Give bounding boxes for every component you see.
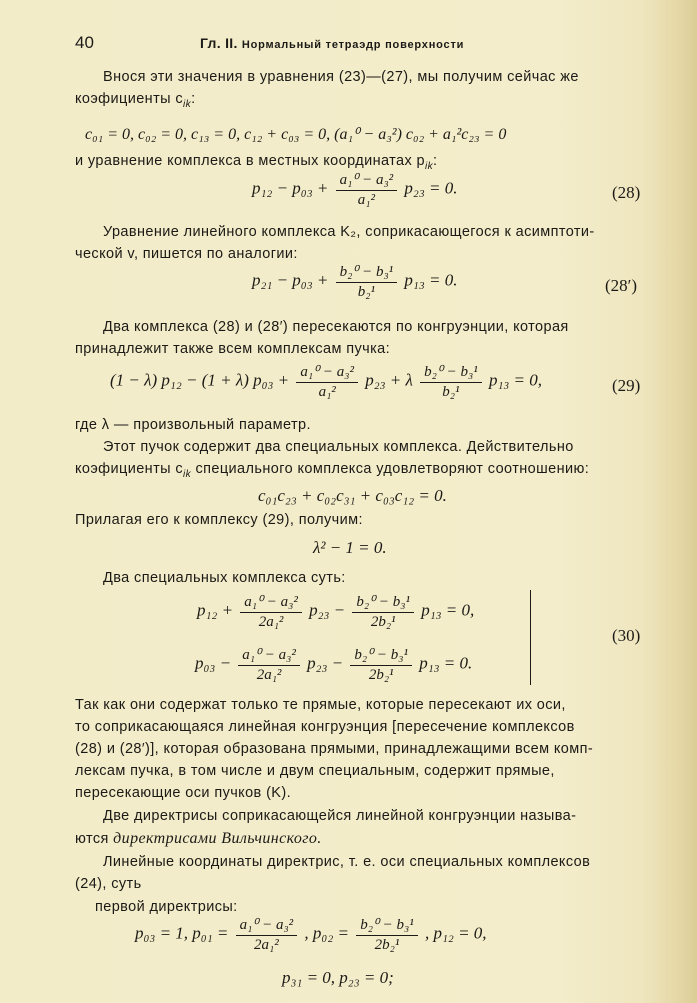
equation-special-condition: c₀₁c₂₃ + c₀₂c₃₁ + c₀₃c₁₂ = 0. xyxy=(258,486,447,505)
equation-30-first: p₁₂ + $\frac{\text{a₁⁰ − a₃²}}{\text{2a₁²}}$ p₂₃ − $\frac{\text{b₂⁰ − b₃¹}}{\text{2b₂¹}}$ p₁₃ = 0, xyxy=(197,594,475,630)
text-line: Две директрисы соприкасающейся линейной конгруэнции называ- xyxy=(103,808,577,824)
text-line: Так как они содержат только те прямые, которые пересекают их оси, xyxy=(75,697,566,713)
right-brace xyxy=(527,590,531,685)
equation-label: (30) xyxy=(612,626,641,645)
text-line: то соприкасающаяся линейная конгруэнция [пересечение комплексов xyxy=(75,719,575,735)
text-line: (24), суть xyxy=(75,876,142,892)
text-line: коэфициенты $c_{ik}$ специального комплекса удовлетворяют соотношению: xyxy=(75,461,590,480)
equation-coefficients: c₀₁ = 0, c₀₂ = 0, c₁₃ = 0, c₁₂ + c₀₃ = 0, (a₁⁰ − a₃²) c₀₂ + a₁²c₂₃ = 0 xyxy=(85,126,507,143)
text-line: лексам пучка, в том числе и двум специальным, содержит прямые, xyxy=(75,763,555,779)
equation-lambda: λ² − 1 = 0. xyxy=(313,538,387,557)
text-line: (28) и (28′)], которая образована прямыми, принадлежащими всем комп- xyxy=(75,741,594,757)
equation-29: (1 − λ) p₁₂ − (1 + λ) p₀₃ + $\frac{\text{a₁⁰ − a₃²}}{\text{a₁²}}$ p₂₃ + λ $\frac{\text{b₂⁰ − b₃¹}}{\text{b₂¹}}$ p₁₃ = 0, xyxy=(110,364,542,400)
text-line: Внося эти значения в уравнения (23)—(27), мы получим сейчас же xyxy=(103,69,579,85)
equation-label: (29) xyxy=(612,376,641,395)
text-line: ются директрисами Вильчинского. xyxy=(75,830,322,847)
text-line: и уравнение комплекса в местных координатах $p_{ik}$: xyxy=(75,153,438,172)
text-line: Линейные координаты директрис, т. е. оси специальных комплексов xyxy=(103,854,591,870)
header-chapter: Гл. II. xyxy=(200,35,238,51)
equation-28: p₁₂ − p₀₃ + $\frac{\text{a₁⁰ − a₃²}}{\text{a₁²}}$ p₂₃ = 0. xyxy=(252,172,458,208)
equation-label: (28) xyxy=(612,183,641,202)
text-line: Два комплекса (28) и (28′) пересекаются по конгруэнции, которая xyxy=(103,319,569,335)
text-line: Два специальных комплекса суть: xyxy=(103,570,346,586)
text-line: Этот пучок содержит два специальных комплекса. Действительно xyxy=(103,439,574,455)
equation-label: (28′) xyxy=(605,276,638,295)
equation-30-second: p₀₃ − $\frac{\text{a₁⁰ − a₃²}}{\text{2a₁²}}$ p₂₃ − $\frac{\text{b₂⁰ − b₃¹}}{\text{2b₂¹}}$ p₁₃ = 0. xyxy=(195,647,473,683)
text-line: принадлежит также всем комплексам пучка: xyxy=(75,341,391,357)
running-header xyxy=(200,35,464,51)
text-line: коэфициенты $c_{ik}$: xyxy=(75,91,196,110)
text-line: Уравнение линейного комплекса K₂, соприкасающегося к асимптоти- xyxy=(103,224,595,240)
text-line: Прилагая его к комплексу (29), получим: xyxy=(75,512,363,528)
equation-first-directrix: p₀₃ = 1, p₀₁ = $\frac{\text{a₁⁰ − a₃²}}{\text{2a₁²}}$ , p₀₂ = $\frac{\text{b₂⁰ − b₃¹}}{\text{2b₂¹}}$ , p₁₂ = 0, xyxy=(135,917,487,953)
italic-term: директрисами Вильчинского. xyxy=(113,830,322,847)
text-line: где λ — произвольный параметр. xyxy=(75,417,311,433)
text-line: первой директрисы: xyxy=(95,899,238,915)
equation-28-prime: p₂₁ − p₀₃ + $\frac{\text{b₂⁰ − b₃¹}}{\text{b₂¹}}$ p₁₃ = 0. xyxy=(252,264,458,300)
text-line: ческой v, пишется по аналогии: xyxy=(75,246,298,262)
page-number: 40 xyxy=(75,33,94,52)
text-line: пересекающие оси пучков (K). xyxy=(75,785,292,801)
header-title: Нормальный тетраэдр поверхности xyxy=(241,39,465,51)
equation-first-directrix-row2: p₃₁ = 0, p₂₃ = 0; xyxy=(282,968,394,987)
